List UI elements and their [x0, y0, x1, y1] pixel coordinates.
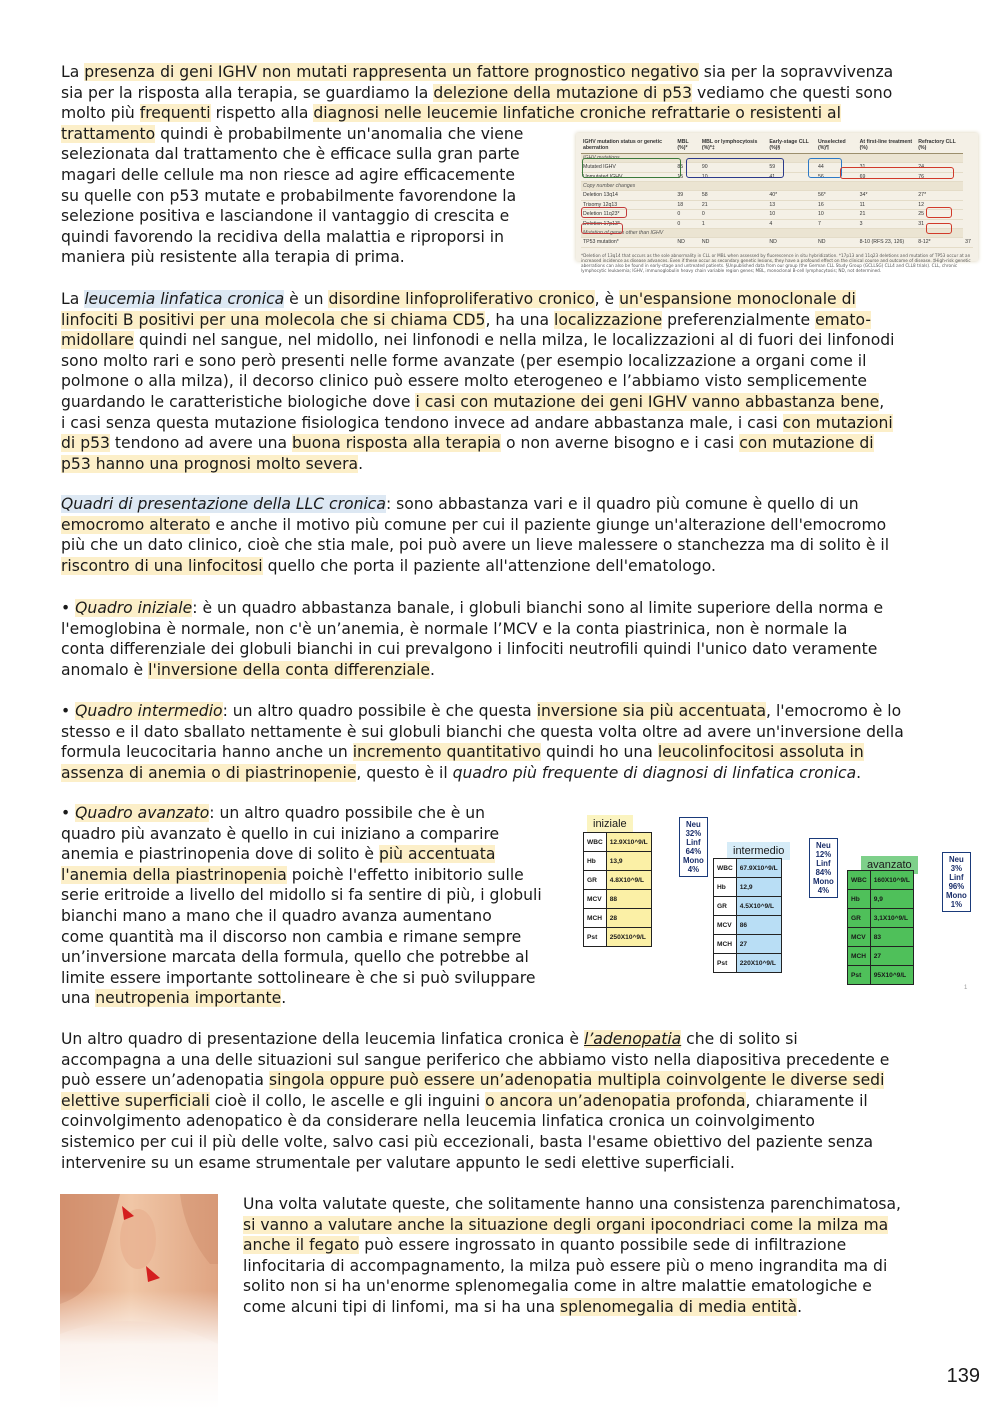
section-title: IGHV mutations	[581, 153, 963, 162]
highlight: anche il fegato	[243, 1236, 360, 1255]
line	[243, 1215, 943, 1236]
stage-table	[847, 870, 914, 985]
line	[61, 1070, 943, 1091]
parameter-label: GR	[584, 871, 607, 890]
parameter-label: GR	[714, 897, 737, 916]
highlight: Quadro avanzato	[75, 804, 210, 822]
table-cell: 58	[700, 191, 768, 200]
stage-title: iniziale	[587, 815, 633, 833]
highlight: con mutazione di	[739, 434, 874, 453]
table-cell: Deletion 17p13*	[581, 219, 675, 228]
table-cell: 12	[916, 200, 963, 209]
line: sono molto rari e sono però presenti nelle forme avanzate (per esempio localizzazione a organi come il	[61, 351, 867, 370]
line	[61, 310, 943, 331]
table-cell: 56	[816, 172, 858, 181]
highlight: l’adenopatia	[583, 1030, 682, 1048]
table-cell: 37	[963, 238, 973, 247]
table-cell: 8-10 (RFS 23, 126)	[858, 238, 917, 247]
text: è un	[284, 290, 329, 308]
line: sistemico per cui il più delle volte, salvo casi più eccezionali, basta l'esame obiettivo del paziente senza	[61, 1133, 874, 1151]
table-header-cell: Refractory CLL (%)	[916, 138, 963, 153]
line	[61, 660, 943, 681]
table-header-cell: MBL (%)*	[675, 138, 699, 153]
line: come quantità ma il discorso non cambia e rimane sempre	[61, 927, 522, 946]
parameter-value: 3,1X10^9/L	[870, 909, 913, 928]
highlight: elettive superficiali	[61, 1091, 210, 1110]
text: sia per la risposta alla terapia, se guardiamo la	[61, 83, 434, 102]
parameter-value: 67.9X10^9/L	[736, 859, 781, 878]
table-cell: 13	[767, 200, 816, 209]
line	[61, 1091, 943, 1112]
stage-table	[713, 858, 782, 973]
text: sia per la sopravvivenza	[698, 63, 894, 81]
text: Un altro quadro di presentazione della leucemia linfatica cronica è	[61, 1030, 584, 1048]
line	[61, 742, 943, 763]
highlight: frequenti	[139, 104, 211, 123]
highlight: linfociti B positivi per una molecola che si chiama CD5	[61, 310, 486, 329]
parameter-value: 12.9X10^9/L	[606, 833, 651, 852]
bullet: •	[61, 702, 76, 720]
blue-box	[808, 158, 842, 178]
highlight: buona risposta alla terapia	[292, 434, 501, 453]
table-cell: ND	[816, 238, 858, 247]
line	[61, 289, 943, 310]
line: intervenire su un esame strumentale per valutare appunto le sedi elettive superficiali.	[61, 1153, 735, 1172]
stage-table	[583, 832, 652, 947]
parameter-label: Hb	[848, 890, 871, 909]
line: serie eritroide a livello del midollo si fa sentire di più, i globuli	[61, 886, 542, 905]
text: .	[797, 1298, 803, 1316]
parameter-label: WBC	[584, 833, 607, 852]
text: anomalo è	[61, 660, 149, 679]
table-cell: 15	[675, 172, 699, 181]
parameter-label: WBC	[714, 859, 737, 878]
table-cell: 10	[767, 210, 816, 219]
table-cell: Unmutated IGHV	[581, 172, 675, 181]
ighv-table	[581, 138, 973, 248]
line	[61, 330, 943, 351]
text: rispetto alla	[210, 104, 314, 123]
table-cell: 85	[675, 163, 699, 172]
diff-line: Mono 1%	[946, 891, 967, 909]
text: .	[430, 660, 435, 679]
highlight: l'anemia della piastrinopenia	[61, 865, 287, 884]
parameter-label: Pst	[714, 954, 737, 973]
table-row	[581, 219, 973, 228]
text: .	[856, 763, 862, 782]
slide-number: 1	[964, 985, 968, 991]
parameter-value: 86	[736, 916, 781, 935]
table-cell: 21	[858, 210, 917, 219]
text: può essere ingrossato in quanto possibile sede di infiltrazione	[359, 1236, 847, 1255]
line	[61, 124, 561, 145]
table-cell: 25	[916, 210, 963, 219]
table-cell: 76	[916, 172, 963, 181]
text: i casi senza questa mutazione fisiologica tendono invece ad andare abbastanza male, i casi	[61, 413, 783, 432]
text: cioè il collo, le ascelle e gli inguini	[209, 1091, 486, 1110]
line	[61, 763, 943, 784]
text: .	[281, 989, 287, 1008]
text: , questo è il	[356, 763, 453, 782]
parameter-value: 250X10^9/L	[606, 928, 651, 947]
parameter-label: MCH	[584, 909, 607, 928]
table-row	[714, 935, 782, 954]
highlight: delezione della mutazione di p53	[433, 83, 693, 102]
navy-box	[686, 158, 784, 178]
section-title: Copy number changes	[581, 182, 963, 191]
line	[61, 103, 943, 124]
line	[61, 844, 561, 865]
table-cell: 90	[700, 163, 768, 172]
red-box	[926, 207, 952, 218]
line: limite essere importante sottolineare è che si può sviluppare	[61, 968, 536, 987]
diff-line: Linf 84%	[815, 859, 832, 877]
text: come alcuni tipi di linfomi, ma si ha una	[243, 1298, 560, 1316]
table-cell: 10	[816, 210, 858, 219]
table-row	[584, 928, 652, 947]
table-row	[714, 916, 782, 935]
parameter-value: 4.5X10^9/L	[736, 897, 781, 916]
table-cell: Trisomy 12q13	[581, 200, 675, 209]
parameter-label: MCV	[584, 890, 607, 909]
line: su quelle con p53 mutate e probabilmente favorendone la	[61, 186, 517, 205]
parameter-value: 4.8X10^9/L	[606, 871, 651, 890]
highlight: o ancora un’adenopatia profonda	[485, 1091, 746, 1110]
table-cell: ND	[675, 238, 699, 247]
table-row	[581, 200, 973, 209]
ighv-table-figure	[576, 133, 978, 274]
text: che di solito si	[681, 1030, 798, 1048]
table-row	[714, 878, 782, 897]
table-row	[848, 966, 914, 985]
table-cell: 69	[858, 172, 917, 181]
parameter-value: 220X10^9/L	[736, 954, 781, 973]
parameter-label: Hb	[584, 852, 607, 871]
table-row	[581, 210, 973, 219]
table-row	[714, 859, 782, 878]
highlight: singola oppure può essere un’adenopatia multipla coinvolgente le diverse sedi	[268, 1071, 885, 1090]
diff-line: Neu 3%	[949, 855, 964, 873]
text: poichè l'effetto inibitorio sulle	[286, 865, 524, 884]
bullet: •	[61, 804, 76, 822]
text: vediamo che questi sono	[692, 83, 893, 102]
line: selezionata dal trattamento che è efficace sulla gran parte	[61, 145, 520, 164]
table-row	[584, 890, 652, 909]
table-cell: 0	[675, 219, 699, 228]
table-cell: 1	[700, 219, 768, 228]
text: quadro più frequente di diagnosi di linfatica cronica	[452, 763, 857, 782]
highlight: assenza di anemia o di piastrinopenie	[61, 763, 357, 782]
text: , è	[594, 290, 620, 308]
text: preferenzialmente	[662, 310, 816, 329]
text: quindi è probabilmente un'anomalia che viene	[155, 124, 524, 143]
text: : sono abbastanza vari e il quadro più comune è quello di un	[385, 495, 859, 513]
table-header-cell: IGHV mutation status or genetic aberration	[581, 138, 675, 153]
table-cell: 27*	[916, 191, 963, 200]
line	[61, 454, 943, 475]
highlight: emato-	[815, 310, 871, 329]
text: La	[61, 290, 85, 308]
line	[61, 62, 943, 83]
highlight: leucolinfocitosi assoluta in	[657, 743, 864, 762]
text: , chiaramente il	[745, 1091, 868, 1110]
highlight: Quadro intermedio	[75, 702, 223, 720]
table-cell: 40*	[767, 191, 816, 200]
table-row	[584, 871, 652, 890]
line	[61, 515, 943, 536]
table-header-cell: At first-line treatment (%)	[858, 138, 917, 153]
table-row	[848, 947, 914, 966]
text: molto più	[61, 104, 140, 123]
table-row	[584, 833, 652, 852]
differential-count	[809, 838, 838, 898]
neck-photo-image	[60, 1194, 218, 1409]
parameter-label: MCV	[714, 916, 737, 935]
line	[61, 413, 943, 434]
table-header-row	[581, 138, 973, 153]
parameter-value: 13,9	[606, 852, 651, 871]
highlight: l'inversione della conta differenziale	[148, 660, 431, 679]
table-row	[581, 191, 973, 200]
parameter-label: Pst	[584, 928, 607, 947]
table-row	[584, 852, 652, 871]
table-cell: 44	[816, 163, 858, 172]
parameter-value: 27	[870, 947, 913, 966]
text: guardando le caratteristiche biologiche dove	[61, 393, 416, 411]
diff-line: Linf 96%	[948, 873, 965, 891]
table-header-cell: MBL or lymphocytosis (%)*‡	[700, 138, 768, 153]
highlight: leucemia linfatica cronica	[84, 290, 285, 308]
table-cell: 18	[675, 200, 699, 209]
line: polmone o alla milza), il decorso clinico può essere molto eterogeneo e l’abbiamo visto semplicemente	[61, 372, 868, 391]
table-row	[848, 890, 914, 909]
bullet: •	[61, 599, 76, 617]
parameter-label: GR	[848, 909, 871, 928]
highlight: diagnosi nelle leucemie linfatiche croniche refrattarie o resistenti al	[313, 104, 841, 123]
table-cell: 59	[767, 163, 816, 172]
text: tendono ad avere una	[109, 434, 292, 453]
neck-lymph-node-photo	[60, 1194, 218, 1409]
text: una	[61, 989, 96, 1008]
table-cell: 16	[816, 200, 858, 209]
text: : è un quadro abbastanza banale, i globuli bianchi sono al limite superiore della norma e	[192, 599, 884, 617]
parameter-label: MCH	[714, 935, 737, 954]
line	[61, 701, 943, 722]
text: : un altro quadro possibile che è un	[209, 804, 486, 822]
text: ,	[879, 393, 885, 411]
highlight: localizzazione	[554, 310, 663, 329]
section-title: Mutation of genes other than IGHV	[581, 229, 963, 238]
line: linfocitaria di accompagnamento, la milza può essere più o meno ingrandita ma di	[243, 1256, 888, 1275]
text: o non averne bisogno e i casi	[500, 434, 740, 453]
text: può essere un’adenopatia	[61, 1071, 269, 1090]
table-cell: 39	[675, 191, 699, 200]
highlight: con mutazioni	[782, 413, 893, 432]
text: anemia e piastrinopenia dove di solito è	[61, 845, 379, 864]
line: stesso e il dato sballato nettamente è sui globuli bianchi che questa volta oltre ad avere un'inversione della	[61, 722, 904, 741]
table-row	[584, 909, 652, 928]
diff-line: Linf 64%	[685, 838, 702, 856]
table-cell: TP53 mutation*	[581, 238, 675, 247]
table-cell: Deletion 13q14	[581, 191, 675, 200]
red-box	[581, 223, 623, 234]
parameter-value: 95X10^9/L	[870, 966, 913, 985]
parameter-label: MCH	[848, 947, 871, 966]
table-cell: Mutated IGHV	[581, 163, 675, 172]
line	[243, 1235, 943, 1256]
line: più che un dato clinico, cioè che stia male, poi può avere un lieve malessere o stanchezza ma di solito è il	[61, 536, 890, 555]
line	[61, 433, 943, 454]
highlight: Quadro iniziale	[75, 599, 193, 617]
line: selezione positiva e lasciandone il vantaggio di crescita e	[61, 207, 510, 226]
table-cell: 31	[916, 219, 963, 228]
text: : un altro quadro possibile è che questa	[222, 702, 537, 720]
table-cell: ND	[700, 238, 768, 247]
line	[61, 803, 561, 824]
green-box	[582, 158, 681, 178]
table-cell: ND	[767, 238, 816, 247]
table-header-cell: Unselected (%)¶	[816, 138, 858, 153]
highlight: un'espansione monoclonale di	[619, 290, 856, 308]
differential-count	[942, 852, 971, 912]
table-cell: 31	[858, 163, 917, 172]
parameter-value: 160X10^9/L	[870, 871, 913, 890]
table-cell: 0	[675, 210, 699, 219]
line: solito non si ha un'enorme splenomegalia come in altre malattie ematologiche e	[243, 1277, 872, 1296]
text: , l'emocromo è lo	[766, 702, 902, 720]
line: accompagna a una delle situazioni sul sangue periferico che abbiamo visto nella diapositiva precedente e	[61, 1050, 890, 1069]
red-box	[926, 223, 952, 234]
text: , ha una	[485, 310, 555, 329]
highlight: incremento quantitativo	[352, 743, 542, 762]
highlight: più accentuata	[378, 845, 496, 864]
text: formula leucocitaria hanno anche un	[61, 743, 353, 762]
line: Una volta valutate queste, che solitamente hanno una consistenza parenchimatosa,	[243, 1195, 902, 1213]
parameter-label: Hb	[714, 878, 737, 897]
table-cell: 7	[816, 219, 858, 228]
highlight: disordine linfoproliferativo cronico	[328, 290, 595, 308]
line: quindi favorendo la recidiva della malattia e riproporsi in	[61, 227, 504, 246]
table-row	[848, 909, 914, 928]
line	[61, 392, 943, 413]
table-row	[714, 897, 782, 916]
text: La	[61, 63, 85, 81]
highlight: i casi con mutazione dei geni IGHV vanno abbastanza bene	[415, 393, 880, 411]
table-row	[714, 954, 782, 973]
table-cell: 3	[858, 219, 917, 228]
parameter-value: 12,9	[736, 878, 781, 897]
table-row	[848, 928, 914, 947]
table-section-row	[581, 182, 973, 191]
highlight: inversione sia più accentuata	[536, 702, 767, 720]
diff-line: Mono 4%	[813, 877, 834, 895]
line: bianchi mano a mano che il quadro avanza aumentano	[61, 907, 492, 925]
highlight: presenza di geni IGHV non mutati rappresenta un fattore prognostico negativo	[84, 63, 699, 81]
differential-count	[679, 817, 708, 877]
line	[61, 83, 943, 104]
highlight: trattamento	[61, 124, 156, 143]
text: e anche il motivo più comune per cui il paziente giunge un'alterazione dell'emocromo	[210, 515, 887, 534]
table-cell: Deletion 11q23*	[581, 210, 675, 219]
highlight: di p53	[61, 434, 110, 453]
line	[61, 598, 943, 619]
line	[61, 865, 561, 886]
text: quindi nel sangue, nel midollo, nei linfonodi e nella milza, le localizzazioni al di fuori dei linfonodi	[133, 331, 895, 350]
highlight: midollare	[61, 331, 134, 350]
line: un’inversione marcata della formula, quello che potrebbe al	[61, 948, 529, 967]
line	[243, 1297, 943, 1318]
parameter-value: 83	[870, 928, 913, 947]
line	[61, 1029, 943, 1050]
table-row	[581, 238, 973, 247]
highlight: p53 hanno una prognosi molto severa	[61, 454, 359, 473]
parameter-label: WBC	[848, 871, 871, 890]
diff-line: Neu 12%	[815, 841, 832, 859]
highlight: emocromo alterato	[61, 515, 211, 534]
highlight: si vanno a valutare anche la situazione degli organi ipocondriaci come la milza ma	[243, 1215, 889, 1234]
line	[61, 556, 943, 577]
highlight: riscontro di una linfocitosi	[61, 556, 263, 575]
table-cell: 21	[700, 200, 768, 209]
table-section-row	[581, 229, 973, 238]
parameter-label: Pst	[848, 966, 871, 985]
table-cell: 34*	[858, 191, 917, 200]
table-cell: 0	[700, 210, 768, 219]
diff-line: Mono 4%	[683, 856, 704, 874]
red-box	[581, 207, 627, 218]
line: l'emoglobina è normale, non c'è un’anemia, è normale l’MCV e la conta piastrinica, non è normale la	[61, 619, 848, 638]
line: coinvolgimento adenopatico è da considerare nella leucemia linfatica cronica un coinvolgimento	[61, 1112, 815, 1131]
table-cell: 24	[916, 163, 963, 172]
line: conta differenziale dei globuli bianchi in cui prevalgono i linfociti neutrofili quindi l'unico dato veramente	[61, 640, 878, 659]
table-cell: 8-12*	[916, 238, 963, 247]
diff-line: Neu 32%	[685, 820, 702, 838]
parameter-label: MCV	[848, 928, 871, 947]
line	[61, 494, 943, 515]
table-row	[848, 871, 914, 890]
line	[61, 988, 561, 1009]
stage-title: intermedio	[727, 842, 790, 860]
red-box	[840, 167, 954, 179]
line: quadro più avanzato è quello in cui iniziano a comparire	[61, 824, 500, 843]
highlight: splenomegalia di media entità	[560, 1298, 798, 1316]
table-cell: 11	[858, 200, 917, 209]
text: quindi ho una	[541, 743, 658, 762]
parameter-value: 27	[736, 935, 781, 954]
table-cell: 56*	[816, 191, 858, 200]
text: quello che porta il paziente all'attenzione dell'ematologo.	[262, 556, 717, 575]
highlight: Quadri di presentazione della LLC cronica	[61, 495, 386, 513]
line: maniera più resistente alla terapia di prima.	[61, 248, 405, 267]
parameter-value: 28	[606, 909, 651, 928]
parameter-value: 88	[606, 890, 651, 909]
table-footnote: *Deletion of 13q14 that occurs as the sole abnormality in CLL or MBL when assessed by fluorescence in situ hybridization. *17p13 and 11q23 deletions and mutation of TP53 occur at an increased incidence as disease advances. Even if these occur as secondary genetic lesions, they have a profound effect on the clinical course and outcome of disease. ‡High-risk genetic aberrations can also be found in early-stage and untreated patients. §Unpublished data from our group (the German CLL Study Group (GCLLSG) CLL4 and CLL8 trials). CLL, chronic lymphocytic leukaemia; IGHV, immunoglobulin heavy chain variable region genes; MBL, monoclonal B-cell lymphocytosis; ND, not determined.	[581, 252, 971, 274]
table-header-cell: Early-stage CLL (%)§	[767, 138, 816, 153]
table-cell: 4	[767, 219, 816, 228]
stage-title: avanzato	[861, 856, 918, 874]
table-cell: 10	[700, 172, 768, 181]
text: .	[358, 454, 364, 473]
line: magari delle cellule ma non riesce ad agire efficacemente	[61, 166, 515, 184]
page-number: 139	[946, 1365, 980, 1387]
highlight: neutropenia importante	[95, 989, 282, 1008]
table-cell: 41	[767, 172, 816, 181]
parameter-value: 9,9	[870, 890, 913, 909]
